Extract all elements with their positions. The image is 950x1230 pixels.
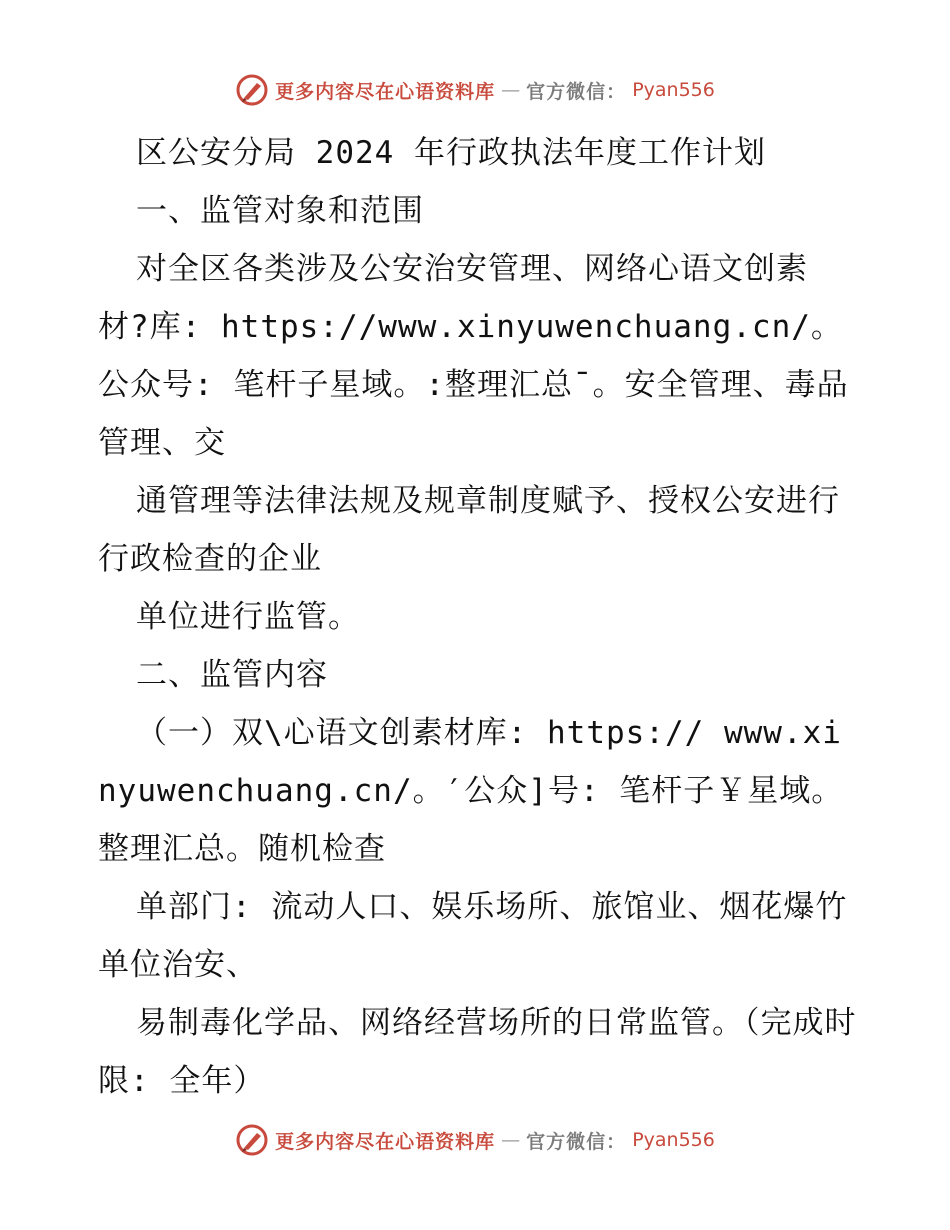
banner-slogan: 更多内容尽在心语资料库: [275, 80, 496, 103]
banner-wechat-label: 官方微信：: [526, 80, 627, 103]
banner-wechat-id: Pyan556: [632, 1129, 715, 1151]
banner-slogan: 更多内容尽在心语资料库: [275, 1130, 496, 1153]
pen-logo-icon: [235, 1123, 269, 1157]
paragraph: 单位进行监管。: [136, 599, 360, 635]
banner-wechat-label: 官方微信：: [526, 1130, 627, 1153]
section-heading: 一、监管对象和范围: [136, 193, 424, 229]
banner-dash: —: [501, 1129, 521, 1151]
header-watermark-banner: [0, 70, 950, 110]
paragraph: 易制毒化学品、网络经营场所的日常监管。（完成时限: 全年）: [98, 1005, 857, 1099]
banner-dash: —: [501, 79, 521, 101]
paragraph: 对全区各类涉及公安治安管理、网络心语文创素材?库: https://www.xinyuwenchuang.cn/。公众号: 笔杆子星域。:整理汇总¯。安全管理、毒品管理、交: [98, 251, 849, 461]
document-body: [98, 124, 858, 1110]
paragraph: 通管理等法律法规及规章制度赋予、授权公安进行行政检查的企业: [98, 483, 840, 577]
paragraph: 单部门: 流动人口、娱乐场所、旅馆业、烟花爆竹单位治安、: [98, 889, 848, 983]
banner-wechat-id: Pyan556: [632, 79, 715, 101]
pen-logo-icon: [235, 73, 269, 107]
paragraph: （一）双\心语文创素材库: https:// www.xinyuwenchuang.cn/。′公众]号: 笔杆子￥星域。整理汇总。随机检查: [98, 715, 844, 867]
footer-watermark-banner: [0, 1120, 950, 1160]
document-title: 区公安分局 2024 年行政执法年度工作计划: [136, 135, 766, 171]
section-heading: 二、监管内容: [136, 657, 328, 693]
